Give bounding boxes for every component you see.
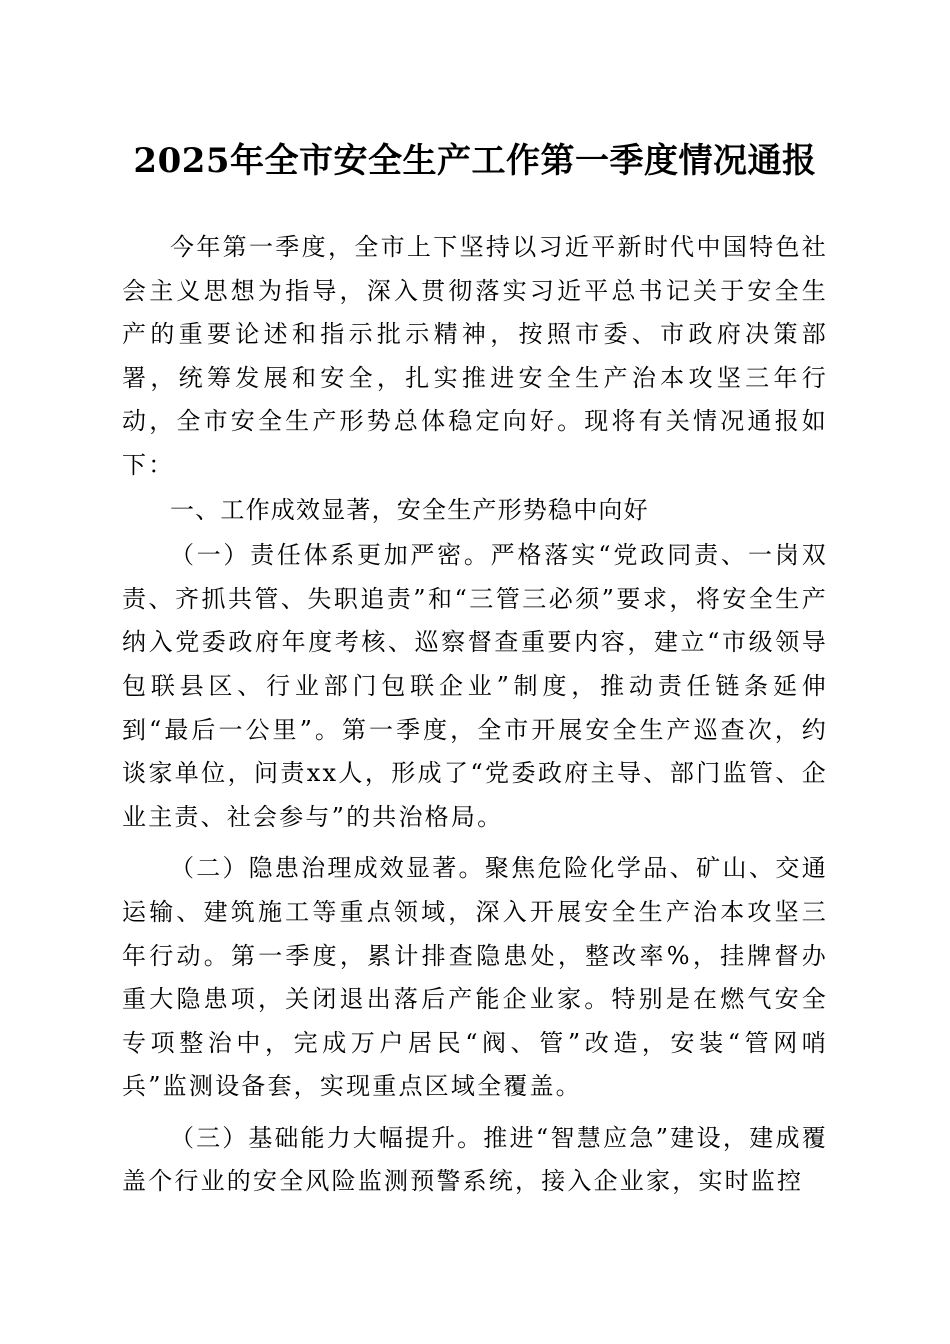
intro-paragraph: 今年第一季度，全市上下坚持以习近平新时代中国特色社会主义思想为指导，深入贯彻落实习近平总书记关于安全生产的重要论述和指示批示精神，按照市委、市政府决策部署，统筹发展和安全，扎实推进安全生产治本攻坚三年行动，全市安全生产形势总体稳定向好。现将有关情况通报如下： xyxy=(122,233,828,479)
section-heading-1: 一、工作成效显著，安全生产形势稳中向好 xyxy=(170,495,649,524)
subsection-title-3: （三）基础能力大幅提升。 xyxy=(170,1123,484,1152)
subsection-paragraph-1 xyxy=(122,534,828,839)
subsection-paragraph-2 xyxy=(122,847,828,1109)
subsection-text-3: 推进“智慧应急”建设，建成覆盖个行业的安全风险监测预警系统，接入企业家，实时监控 xyxy=(122,1123,829,1196)
document-body xyxy=(122,226,828,1204)
subsection-title-2: （二）隐患治理成效显著。 xyxy=(170,854,485,883)
document-title: 2025年全市安全生产工作第一季度情况通报 xyxy=(133,141,817,181)
subsection-paragraph-3 xyxy=(122,1117,828,1204)
subsection-text-2: 聚焦危险化学品、矿山、交通运输、建筑施工等重点领域，深入开展安全生产治本攻坚三年行动。第一季度，累计排查隐患处，整改率%，挂牌督办重大隐患项，关闭退出落后产能企业家。特别是在燃气安全专项整治中，完成万户居民“阀、管”改造，安装“管网哨兵”监测设备套，实现重点区域全覆盖。 xyxy=(122,854,828,1101)
subsection-text-1: 严格落实“党政同责、一岗双责、齐抓共管、失职追责”和“三管三必须”要求，将安全生产纳入党委政府年度考核、巡察督查重要内容，建立“市级领导包联县区、行业部门包联企业”制度，推动责任链条延伸到“最后一公里”。第一季度，全市开展安全生产巡查次，约谈家单位，问责xx人，形成了“党委政府主导、部门监管、企业主责、社会参与”的共治格局。 xyxy=(122,541,828,831)
subsection-title-1: （一）责任体系更加严密。 xyxy=(170,541,491,570)
